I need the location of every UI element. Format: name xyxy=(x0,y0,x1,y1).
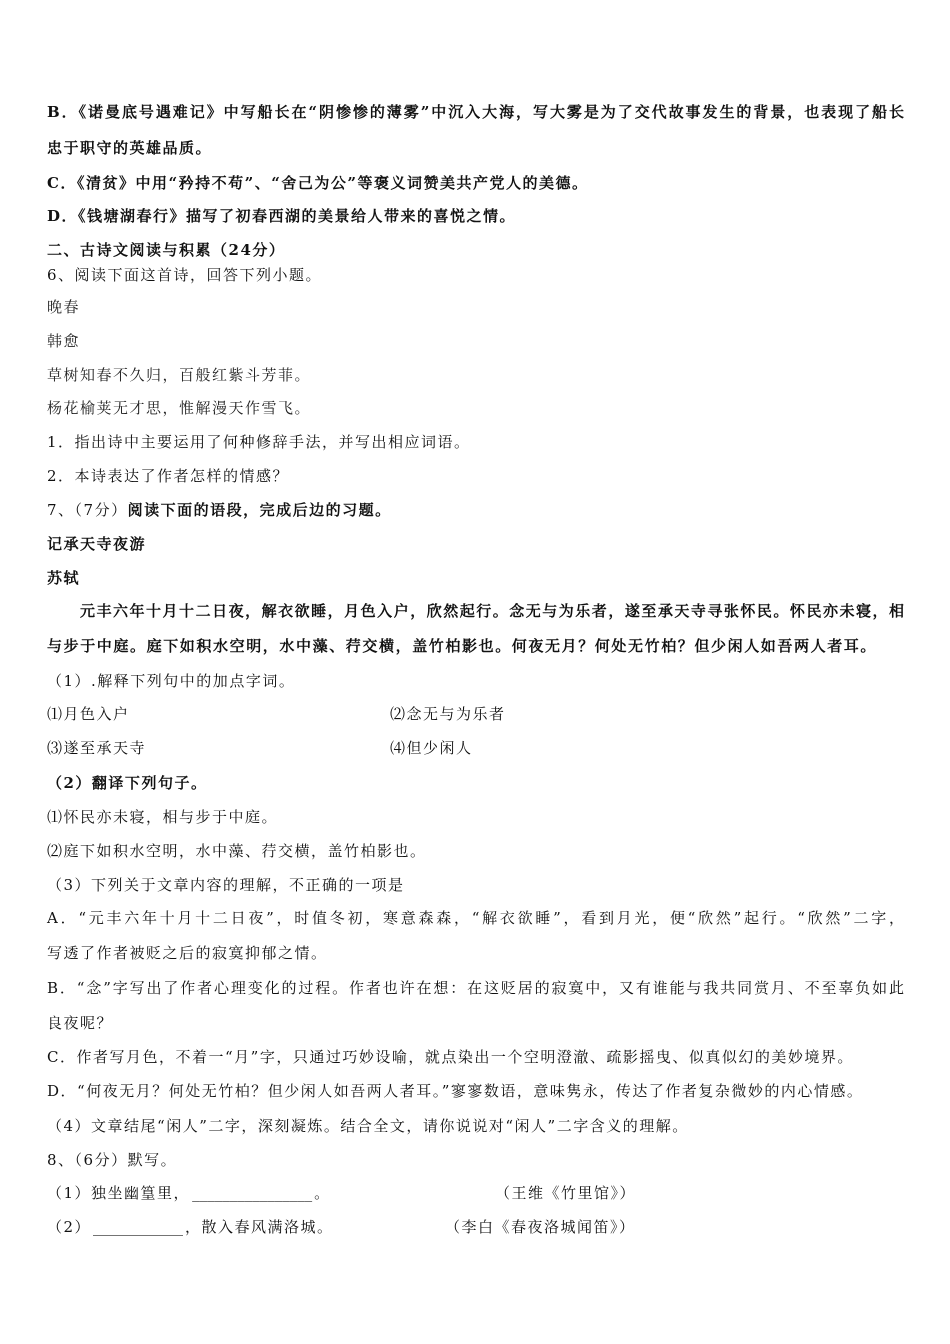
translation-item-1: ⑴怀民亦未寝，相与步于中庭。 xyxy=(47,808,279,826)
dictation-label: （1） xyxy=(47,1184,92,1202)
passage-author: 苏轼 xyxy=(47,569,81,587)
dictation-text-before: 独坐幽篁里， xyxy=(91,1184,191,1202)
word-item-4: ⑷但少闲人 xyxy=(390,739,473,757)
q7-number: 7、（7分） xyxy=(47,501,128,519)
prev-option-b-line-1: B．《诺曼底号遇难记》中写船长在“阴惨惨的薄雾”中沉入大海，写大雾是为了交代故事发生的背景，也表现了船长 xyxy=(47,103,905,121)
passage-title: 记承天寺夜游 xyxy=(47,535,147,553)
prev-option-b-line-2: 忠于职守的英雄品质。 xyxy=(47,139,213,157)
dictation-item-1 xyxy=(47,1183,331,1203)
poem-author: 韩愈 xyxy=(47,334,81,350)
section-heading: 二、古诗文阅读与积累（24分） xyxy=(47,241,286,259)
q7-sub3-prompt: （3）下列关于文章内容的理解，不正确的一项是 xyxy=(47,876,405,894)
dictation-label: （2） xyxy=(47,1218,92,1236)
q6-subquestion-2: 2．本诗表达了作者怎样的情感？ xyxy=(47,467,290,485)
word-item-2: ⑵念无与为乐者 xyxy=(390,705,506,723)
q7-prompt: 阅读下面的语段，完成后边的习题。 xyxy=(127,501,392,519)
answer-blank: ________________ xyxy=(192,1184,313,1202)
poem-line-1: 草树知春不久归，百般红紫斗芳菲。 xyxy=(47,368,312,384)
q7-heading xyxy=(47,500,392,520)
dictation-text-after: ，散入春风满洛城。 xyxy=(185,1218,334,1236)
prev-option-c: C．《清贫》中用“矜持不苟”、“舍己为公”等褒义词赞美共产党人的美德。 xyxy=(47,174,589,192)
q8-prompt: 8、（6分）默写。 xyxy=(47,1151,178,1169)
dictation-source-1: （王维《竹里馆》） xyxy=(495,1184,637,1202)
dictation-text-after: 。 xyxy=(314,1184,331,1202)
dictation-item-2 xyxy=(47,1217,334,1237)
q7-sub1-prompt: （1）.解释下列句中的加点字词。 xyxy=(47,672,296,690)
poem-line-2: 杨花榆荚无才思，惟解漫天作雪飞。 xyxy=(47,401,312,417)
answer-blank: ____________ xyxy=(93,1218,184,1236)
passage-line-1: 元丰六年十月十二日夜，解衣欲睡，月色入户，欣然起行。念无与为乐者，遂至承天寺寻张怀民。怀民亦未寝，相 xyxy=(80,602,905,620)
passage-line-2: 与步于中庭。庭下如积水空明，水中藻、荇交横，盖竹柏影也。何夜无月？何处无竹柏？但少闲人如吾两人者耳。 xyxy=(47,637,878,655)
dictation-source-2: （李白《春夜洛城闻笛》） xyxy=(445,1218,636,1236)
choice-option-a-line-1: A．“元丰六年十月十二日夜”，时值冬初，寒意森森，“解衣欲睡”，看到月光，便“欣然”起行。“欣然”二字， xyxy=(47,909,905,927)
prev-option-d: D．《钱塘湖春行》描写了初春西湖的美景给人带来的喜悦之情。 xyxy=(47,207,517,225)
choice-option-b-line-1: B．“念”字写出了作者心理变化的过程。作者也许在想：在这贬居的寂寞中，又有谁能与我共同赏月、不至辜负如此 xyxy=(47,979,905,997)
q6-subquestion-1: 1．指出诗中主要运用了何种修辞手法，并写出相应词语。 xyxy=(47,433,471,451)
word-item-3: ⑶遂至承天寺 xyxy=(47,739,147,757)
q7-sub4-prompt: （4）文章结尾“闲人”二字，深刻凝炼。结合全文，请你说说对“闲人”二字含义的理解。 xyxy=(47,1117,689,1135)
choice-option-c: C．作者写月色，不着一“月”字，只通过巧妙设喻，就点染出一个空明澄澈、疏影摇曳、似真似幻的美妙境界。 xyxy=(47,1048,854,1066)
poem-title: 晚春 xyxy=(47,300,81,316)
q6-prompt: 6、阅读下面这首诗，回答下列小题。 xyxy=(47,266,323,284)
word-item-1: ⑴月色入户 xyxy=(47,705,130,723)
choice-option-d: D．“何夜无月？何处无竹柏？但少闲人如吾两人者耳。”寥寥数语，意味隽永，传达了作者复杂微妙的内心情感。 xyxy=(47,1082,864,1100)
choice-option-b-line-2: 良夜呢？ xyxy=(47,1014,114,1032)
choice-option-a-line-2: 写透了作者被贬之后的寂寞抑郁之情。 xyxy=(47,944,328,962)
translation-item-2: ⑵庭下如积水空明，水中藻、荇交横，盖竹柏影也。 xyxy=(47,842,427,860)
q7-sub2-prompt: （2）翻译下列句子。 xyxy=(47,774,208,792)
